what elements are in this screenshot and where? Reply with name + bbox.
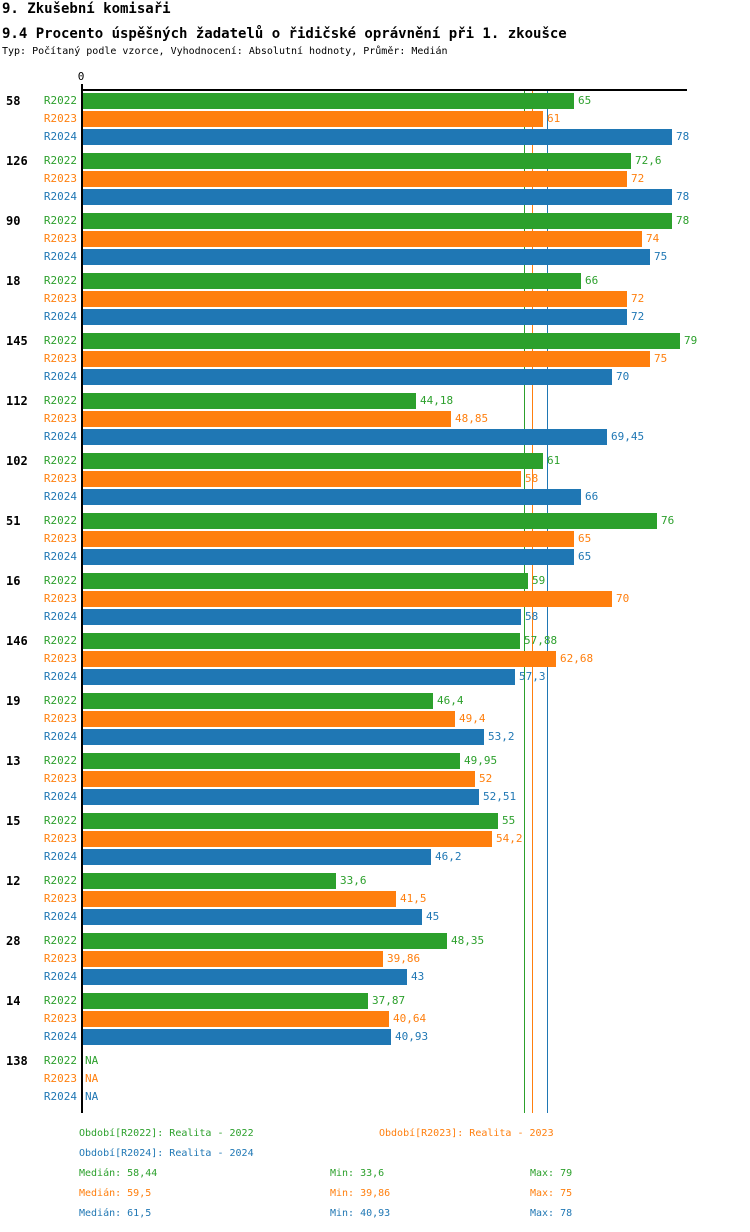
bar-r2024[interactable] (83, 789, 479, 805)
series-label-r2022: R2022 (43, 874, 77, 887)
stat-max-r2022: Max: 79 (530, 1168, 573, 1179)
series-label-r2024: R2024 (43, 1090, 77, 1103)
bar-r2024[interactable] (83, 669, 515, 685)
bar-value-label: 74 (646, 232, 660, 245)
bar-r2024[interactable] (83, 429, 607, 445)
series-label-r2024: R2024 (43, 670, 77, 683)
bar-value-label: 62,68 (560, 652, 594, 665)
bar-r2024[interactable] (83, 1029, 391, 1045)
stat-max-r2023: Max: 75 (530, 1188, 573, 1199)
section-title: 9. Zkušební komisaři (2, 1, 171, 17)
bar-r2022[interactable] (83, 933, 447, 949)
series-label-r2023: R2023 (43, 652, 77, 665)
bar-value-label: 78 (676, 190, 690, 203)
series-label-r2022: R2022 (43, 814, 77, 827)
group-label: 138 (6, 1054, 28, 1068)
bar-value-label: 39,86 (387, 952, 421, 965)
bar-r2022[interactable] (83, 873, 336, 889)
group-label: 112 (6, 394, 28, 408)
stat-min-r2023: Min: 39,86 (330, 1188, 391, 1199)
bar-r2024[interactable] (83, 249, 650, 265)
bar-value-na-label: NA (85, 1072, 99, 1085)
bar-r2024[interactable] (83, 549, 574, 565)
series-label-r2022: R2022 (43, 514, 77, 527)
bar-r2024[interactable] (83, 729, 484, 745)
bar-value-label: 61 (547, 112, 561, 125)
bar-value-label: 48,35 (451, 934, 485, 947)
bar-value-label: 52 (479, 772, 493, 785)
group-label: 16 (6, 574, 21, 588)
bar-value-label: 72 (631, 292, 645, 305)
series-label-r2023: R2023 (43, 352, 77, 365)
bar-value-label: 61 (547, 454, 561, 467)
bar-r2022[interactable] (83, 753, 460, 769)
series-label-r2023: R2023 (43, 952, 77, 965)
bar-value-label: 49,95 (464, 754, 498, 767)
series-label-r2023: R2023 (43, 892, 77, 905)
bar-value-label: 76 (661, 514, 675, 527)
bar-value-label: 46,2 (435, 850, 462, 863)
bar-r2022[interactable] (83, 153, 631, 169)
bar-value-label: 75 (654, 250, 668, 263)
series-label-r2022: R2022 (43, 694, 77, 707)
bar-value-label: 46,4 (437, 694, 464, 707)
group-label: 126 (6, 154, 28, 168)
bar-value-label: 37,87 (372, 994, 406, 1007)
series-label-r2023: R2023 (43, 532, 77, 545)
series-label-r2024: R2024 (43, 490, 77, 503)
series-label-r2024: R2024 (43, 730, 77, 743)
group-label: 90 (6, 214, 21, 228)
series-label-r2024: R2024 (43, 1030, 77, 1043)
bar-r2022[interactable] (83, 813, 498, 829)
bar-r2023[interactable] (83, 891, 396, 907)
bar-r2024[interactable] (83, 309, 627, 325)
bar-value-label: 65 (578, 532, 592, 545)
bar-value-label: 55 (502, 814, 516, 827)
series-label-r2024: R2024 (43, 430, 77, 443)
series-label-r2023: R2023 (43, 1072, 77, 1085)
bar-r2022[interactable] (83, 513, 657, 529)
bar-value-label: 57,88 (524, 634, 558, 647)
series-label-r2024: R2024 (43, 790, 77, 803)
bar-value-label: 78 (676, 130, 690, 143)
bar-r2023[interactable] (83, 411, 451, 427)
series-label-r2022: R2022 (43, 274, 77, 287)
series-label-r2023: R2023 (43, 1012, 77, 1025)
bar-value-label: 66 (585, 274, 599, 287)
bar-value-label: 65 (578, 94, 592, 107)
bar-r2024[interactable] (83, 849, 431, 865)
stat-min-r2022: Min: 33,6 (330, 1168, 385, 1179)
bar-r2022[interactable] (83, 453, 543, 469)
group-label: 12 (6, 874, 21, 888)
bar-value-na-label: NA (85, 1054, 99, 1067)
group-label: 145 (6, 334, 28, 348)
bar-value-label: 70 (616, 370, 630, 383)
bar-r2022[interactable] (83, 993, 368, 1009)
bar-value-label: 48,85 (455, 412, 489, 425)
bar-value-label: 72,6 (635, 154, 662, 167)
bar-r2023[interactable] (83, 531, 574, 547)
bar-r2023[interactable] (83, 291, 627, 307)
bar-r2024[interactable] (83, 189, 672, 205)
bar-value-label: 58 (525, 472, 539, 485)
series-label-r2023: R2023 (43, 592, 77, 605)
series-label-r2023: R2023 (43, 772, 77, 785)
series-label-r2022: R2022 (43, 334, 77, 347)
series-label-r2022: R2022 (43, 154, 77, 167)
bar-r2022[interactable] (83, 273, 581, 289)
group-label: 18 (6, 274, 21, 288)
bar-r2024[interactable] (83, 969, 407, 985)
bar-r2023[interactable] (83, 171, 627, 187)
bar-value-label: 33,6 (340, 874, 367, 887)
bar-value-label: 54,2 (496, 832, 523, 845)
chart-title: 9.4 Procento úspěšných žadatelů o řidičské oprávnění při 1. zkoušce (2, 26, 567, 42)
bar-r2022[interactable] (83, 573, 528, 589)
bar-value-label: 79 (684, 334, 698, 347)
series-label-r2024: R2024 (43, 910, 77, 923)
bar-r2023[interactable] (83, 651, 556, 667)
series-label-r2022: R2022 (43, 1054, 77, 1067)
series-label-r2023: R2023 (43, 832, 77, 845)
bar-value-label: 44,18 (420, 394, 454, 407)
series-label-r2024: R2024 (43, 850, 77, 863)
bar-value-label: 65 (578, 550, 592, 563)
group-label: 28 (6, 934, 21, 948)
bar-value-label: 59 (532, 574, 546, 587)
bar-r2023[interactable] (83, 351, 650, 367)
bar-r2022[interactable] (83, 633, 520, 649)
bar-r2024[interactable] (83, 909, 422, 925)
series-label-r2022: R2022 (43, 634, 77, 647)
bar-value-label: 57,3 (519, 670, 546, 683)
bar-value-label: 52,51 (483, 790, 517, 803)
group-label: 13 (6, 754, 21, 768)
group-label: 15 (6, 814, 21, 828)
series-label-r2024: R2024 (43, 250, 77, 263)
series-label-r2022: R2022 (43, 214, 77, 227)
series-label-r2024: R2024 (43, 130, 77, 143)
bar-value-label: 49,4 (459, 712, 486, 725)
stat-median-r2023: Medián: 59,5 (79, 1188, 152, 1199)
bar-r2023[interactable] (83, 591, 612, 607)
series-label-r2023: R2023 (43, 172, 77, 185)
bar-value-label: 43 (411, 970, 425, 983)
bar-r2023[interactable] (83, 711, 455, 727)
series-label-r2023: R2023 (43, 232, 77, 245)
chart-subtitle: Typ: Počítaný podle vzorce, Vyhodnocení: Absolutní hodnoty, Průměr: Medián (2, 46, 448, 57)
series-label-r2024: R2024 (43, 190, 77, 203)
bar-r2022[interactable] (83, 93, 574, 109)
series-label-r2024: R2024 (43, 970, 77, 983)
legend-r2024: Období[R2024]: Realita - 2024 (79, 1148, 254, 1159)
x-axis-zero-tick-label: 0 (77, 70, 85, 83)
legend-r2022: Období[R2022]: Realita - 2022 (79, 1128, 254, 1139)
series-label-r2022: R2022 (43, 94, 77, 107)
series-label-r2022: R2022 (43, 454, 77, 467)
series-label-r2022: R2022 (43, 394, 77, 407)
bar-r2022[interactable] (83, 333, 680, 349)
bar-value-label: 75 (654, 352, 668, 365)
stat-median-r2022: Medián: 58,44 (79, 1168, 158, 1179)
bar-value-label: 69,45 (611, 430, 645, 443)
group-label: 19 (6, 694, 21, 708)
bar-value-label: 72 (631, 172, 645, 185)
series-label-r2023: R2023 (43, 472, 77, 485)
bar-r2023[interactable] (83, 111, 543, 127)
bar-value-label: 40,64 (393, 1012, 427, 1025)
series-label-r2022: R2022 (43, 994, 77, 1007)
bar-r2024[interactable] (83, 369, 612, 385)
bar-r2024[interactable] (83, 609, 521, 625)
bar-value-na-label: NA (85, 1090, 99, 1103)
bar-r2022[interactable] (83, 213, 672, 229)
x-axis-line (81, 89, 687, 91)
stat-max-r2024: Max: 78 (530, 1208, 573, 1219)
group-label: 58 (6, 94, 21, 108)
series-label-r2022: R2022 (43, 754, 77, 767)
group-label: 146 (6, 634, 28, 648)
bar-r2023[interactable] (83, 771, 475, 787)
bar-value-label: 40,93 (395, 1030, 429, 1043)
series-label-r2024: R2024 (43, 310, 77, 323)
bar-r2024[interactable] (83, 489, 581, 505)
bar-r2023[interactable] (83, 1011, 389, 1027)
series-label-r2024: R2024 (43, 550, 77, 563)
series-label-r2024: R2024 (43, 370, 77, 383)
stat-median-r2024: Medián: 61,5 (79, 1208, 152, 1219)
series-label-r2023: R2023 (43, 712, 77, 725)
series-label-r2023: R2023 (43, 112, 77, 125)
bar-value-label: 58 (525, 610, 539, 623)
bar-value-label: 70 (616, 592, 630, 605)
series-label-r2023: R2023 (43, 412, 77, 425)
bar-r2023[interactable] (83, 951, 383, 967)
series-label-r2022: R2022 (43, 934, 77, 947)
bar-r2022[interactable] (83, 393, 416, 409)
bar-value-label: 66 (585, 490, 599, 503)
series-label-r2023: R2023 (43, 292, 77, 305)
series-label-r2022: R2022 (43, 574, 77, 587)
group-label: 51 (6, 514, 21, 528)
bar-value-label: 78 (676, 214, 690, 227)
group-label: 14 (6, 994, 21, 1008)
bar-r2023[interactable] (83, 831, 492, 847)
stat-min-r2024: Min: 40,93 (330, 1208, 391, 1219)
bar-value-label: 53,2 (488, 730, 515, 743)
bar-r2022[interactable] (83, 693, 433, 709)
group-label: 102 (6, 454, 28, 468)
series-label-r2024: R2024 (43, 610, 77, 623)
bar-r2023[interactable] (83, 471, 521, 487)
bar-value-label: 45 (426, 910, 440, 923)
bar-value-label: 72 (631, 310, 645, 323)
bar-r2023[interactable] (83, 231, 642, 247)
bar-value-label: 41,5 (400, 892, 427, 905)
bar-r2024[interactable] (83, 129, 672, 145)
legend-r2023: Období[R2023]: Realita - 2023 (379, 1128, 554, 1139)
